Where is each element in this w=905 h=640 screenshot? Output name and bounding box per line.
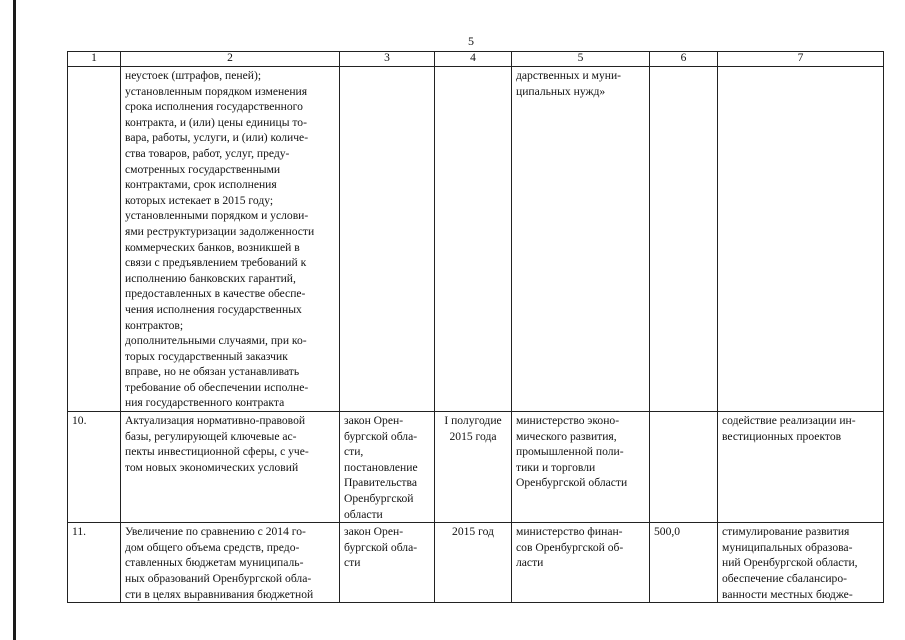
text-line: области — [344, 507, 383, 521]
text-line: чения исполнения государственных — [125, 302, 302, 316]
text-line: закон Орен- — [344, 414, 404, 428]
cell-responsible — [512, 67, 650, 412]
text-line: закон Орен- — [344, 525, 404, 539]
text-line: содействие реализации ин- — [722, 414, 856, 428]
text-line: пекты инвестиционной сферы, с уче- — [125, 445, 309, 459]
cell-document — [340, 412, 435, 523]
text-line: сов Оренбургской об- — [516, 540, 624, 554]
text-line: бургской обла- — [344, 429, 418, 443]
text-line: Оренбургской области — [516, 476, 628, 490]
cell-deadline — [435, 412, 512, 523]
text-line: смотренных государственными — [125, 162, 281, 176]
text-line: исполнению банковских гарантий, — [125, 271, 296, 285]
text-line: министерство финан- — [516, 525, 623, 539]
text-line: базы, регулирующей ключевые ас- — [125, 429, 297, 443]
text-line: бургской обла- — [344, 540, 418, 554]
text-line: муниципальных образова- — [722, 540, 853, 554]
text-line: предоставленных в качестве обеспе- — [125, 287, 306, 301]
header-cell-6: 6 — [650, 52, 718, 67]
text-line: Правительства — [344, 476, 417, 490]
page-number: 5 — [468, 34, 474, 48]
table-row-continuation — [68, 67, 884, 412]
cell-num: 10. — [68, 412, 121, 523]
text-line: том новых экономических условий — [125, 460, 299, 474]
text-line: министерство эконо- — [516, 414, 620, 428]
text-line: сти в целях выравнивания бюджетной — [125, 587, 314, 601]
table-header-row — [68, 52, 884, 67]
text-line: I полугодие — [444, 414, 502, 428]
text-line: постановление — [344, 460, 418, 474]
text-line: промышленной поли- — [516, 445, 624, 459]
text-line: ставленных бюджетам муниципаль- — [125, 556, 304, 570]
text-line: ния государственного контракта — [125, 396, 285, 410]
cell-result — [718, 67, 884, 412]
text-line: ванности местных бюдже- — [722, 587, 853, 601]
page-left-edge-bar — [13, 0, 16, 640]
text-line: установленным порядком изменения — [125, 84, 308, 98]
text-line: ласти — [516, 556, 544, 570]
header-cell-1: 1 — [68, 52, 121, 67]
header-cell-4: 4 — [435, 52, 512, 67]
text-line: 2015 год — [452, 525, 494, 539]
text-line: контрактами, срок исполнения — [125, 178, 277, 192]
text-line: вара, работы, услуги, и (или) количе- — [125, 131, 309, 145]
text-line: вестиционных проектов — [722, 429, 842, 443]
header-cell-7: 7 — [718, 52, 884, 67]
text-line: контракта, и (или) цены единицы то- — [125, 115, 307, 129]
text-line: Оренбургской — [344, 492, 414, 506]
measures-table — [67, 51, 884, 603]
text-line: коммерческих банков, возникшей в — [125, 240, 300, 254]
header-cell-5: 5 — [512, 52, 650, 67]
table-row — [68, 523, 884, 603]
text-line: требование об обеспечении исполне- — [125, 380, 309, 394]
text-line: ства товаров, работ, услуг, преду- — [125, 146, 290, 160]
cell-document — [340, 67, 435, 412]
cell-result — [718, 412, 884, 523]
text-line: торых государственный заказчик — [125, 349, 288, 363]
cell-amount — [650, 523, 718, 603]
text-line: Увеличение по сравнению с 2014 го- — [125, 525, 306, 539]
cell-amount — [650, 67, 718, 412]
text-line: 2015 года — [449, 429, 497, 443]
text-line: ний Оренбургской области, — [722, 556, 858, 570]
text-line: дарственных и муни- — [516, 69, 622, 82]
cell-measure — [121, 523, 340, 603]
cell-deadline — [435, 523, 512, 603]
text-line: контрактов; — [125, 318, 184, 332]
text-line: Актуализация нормативно-правовой — [125, 414, 306, 428]
text-line: сти, — [344, 445, 364, 459]
text-line: стимулирование развития — [722, 525, 850, 539]
text-line: связи с предъявлением требований к — [125, 256, 307, 270]
text-line: вправе, но не обязан устанавливать — [125, 365, 300, 379]
text-line: обеспечение сбалансиро- — [722, 572, 847, 585]
text-line: мического развития, — [516, 429, 617, 443]
cell-num: 11. — [68, 523, 121, 603]
text-line: установленными порядком и услови- — [125, 209, 309, 223]
text-line: дополнительными случаями, при ко- — [125, 334, 307, 348]
text-line: которых истекает в 2015 году; — [125, 193, 274, 207]
cell-amount — [650, 412, 718, 523]
header-cell-3: 3 — [340, 52, 435, 67]
table-row — [68, 412, 884, 523]
text-line: неустоек (штрафов, пеней); — [125, 69, 262, 82]
cell-num — [68, 67, 121, 412]
text-line: срока исполнения государственного — [125, 100, 303, 114]
text-line: тики и торговли — [516, 460, 596, 474]
cell-document — [340, 523, 435, 603]
cell-deadline — [435, 67, 512, 412]
cell-result — [718, 523, 884, 603]
text-line: 500,0 — [654, 525, 681, 539]
text-line: дом общего объема средств, предо- — [125, 540, 300, 554]
cell-measure — [121, 412, 340, 523]
text-line: ями реструктуризации задолженности — [125, 224, 315, 238]
header-cell-2: 2 — [121, 52, 340, 67]
cell-responsible — [512, 412, 650, 523]
cell-responsible — [512, 523, 650, 603]
text-line: ципальных нужд» — [516, 84, 606, 98]
text-line: сти — [344, 556, 361, 570]
cell-measure — [121, 67, 340, 412]
text-line: ных образований Оренбургской обла- — [125, 572, 312, 585]
